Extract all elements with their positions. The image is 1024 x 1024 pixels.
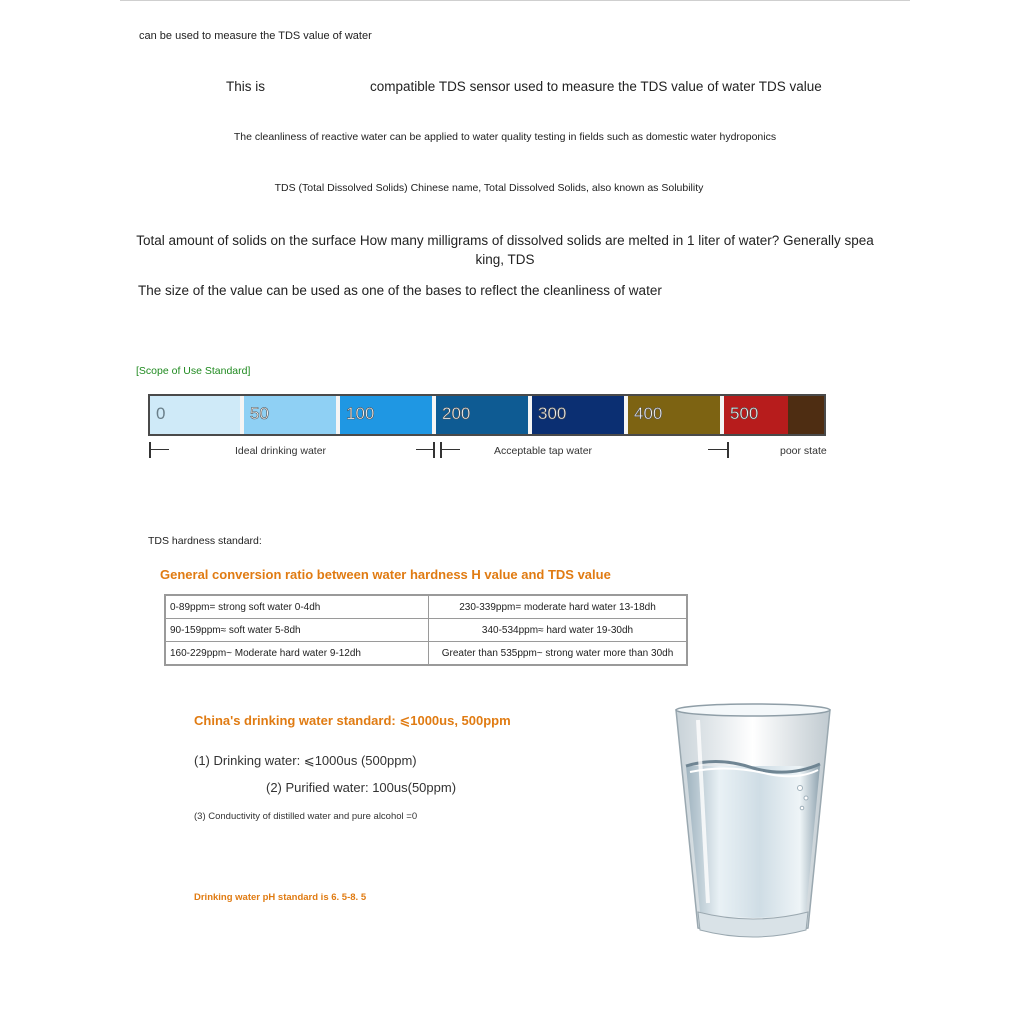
bracket-tick bbox=[433, 442, 435, 458]
table-row bbox=[165, 619, 687, 642]
scale-segment bbox=[628, 396, 724, 434]
bracket-line bbox=[416, 449, 434, 450]
bracket-tick bbox=[727, 442, 729, 458]
scale-segment bbox=[244, 396, 340, 434]
intro-line-6: The size of the value can be used as one of the bases to reflect the cleanliness of water bbox=[138, 283, 662, 298]
ph-standard: Drinking water pH standard is 6. 5-8. 5 bbox=[194, 892, 367, 903]
scale-segment-label: 0 bbox=[156, 404, 166, 423]
bracket-line bbox=[440, 449, 460, 450]
scale-segment bbox=[150, 396, 244, 434]
hardness-table bbox=[164, 594, 688, 666]
table-row bbox=[165, 642, 687, 666]
intro-line-4: TDS (Total Dissolved Solids) Chinese name, Total Dissolved Solids, also known as Solubility bbox=[274, 182, 704, 194]
intro-line-5: Total amount of solids on the surface How many milligrams of dissolved solids are melted in 1 liter of water? Generally spea king, TDS bbox=[136, 233, 874, 267]
scale-segment bbox=[788, 396, 824, 434]
scale-segment-label: 50 bbox=[250, 404, 269, 423]
intro-line-1: can be used to measure the TDS value of water bbox=[139, 30, 372, 42]
bracket-line bbox=[708, 449, 728, 450]
ideal-range-label: Ideal drinking water bbox=[235, 445, 327, 457]
intro-line-3: The cleanliness of reactive water can be applied to water quality testing in fields such as domestic water hydroponics bbox=[233, 131, 777, 143]
acceptable-range-label: Acceptable tap water bbox=[494, 445, 593, 457]
scale-segment bbox=[340, 396, 436, 434]
ratio-title: General conversion ratio between water hardness H value and TDS value bbox=[160, 567, 611, 582]
poor-range-label: poor state bbox=[780, 445, 827, 457]
table-cell: 90-159ppm≈ soft water 5-8dh bbox=[165, 619, 429, 642]
scale-segment-label: 300 bbox=[538, 404, 567, 423]
drinking-water-item: (1) Drinking water: ⩽1000us (500ppm) bbox=[194, 753, 417, 768]
intro-line-2: This is compatible TDS sensor used to measure the TDS value of water TDS value bbox=[226, 79, 822, 94]
conductivity-item: (3) Conductivity of distilled water and pure alcohol =0 bbox=[194, 811, 418, 822]
table-cell: 340-534ppm≈ hard water 19-30dh bbox=[429, 619, 688, 642]
bracket-line bbox=[149, 449, 169, 450]
table-cell: 230-339ppm= moderate hard water 13-18dh bbox=[429, 595, 688, 619]
bracket-tick bbox=[440, 442, 442, 458]
table-row bbox=[165, 595, 687, 619]
table-cell: 0-89ppm= strong soft water 0-4dh bbox=[165, 595, 429, 619]
water-glass-image bbox=[668, 698, 838, 948]
scale-segment-label: 400 bbox=[634, 404, 663, 423]
scale-segment bbox=[436, 396, 532, 434]
hardness-title: TDS hardness standard: bbox=[148, 535, 262, 547]
bracket-tick bbox=[149, 442, 151, 458]
purified-water-item: (2) Purified water: 100us(50ppm) bbox=[266, 780, 457, 795]
tds-scale-bar bbox=[148, 394, 826, 436]
scale-segment-label: 100 bbox=[346, 404, 375, 423]
scale-segment bbox=[724, 396, 788, 434]
top-divider bbox=[120, 0, 910, 1]
scale-segment bbox=[532, 396, 628, 434]
table-cell: 160-229ppm~ Moderate hard water 9-12dh bbox=[165, 642, 429, 666]
scale-segment-label: 200 bbox=[442, 404, 471, 423]
scope-title: [Scope of Use Standard] bbox=[136, 365, 251, 377]
scale-segment-label: 500 bbox=[730, 404, 759, 423]
china-standard-title: China's drinking water standard: ⩽1000us, 500ppm bbox=[194, 713, 511, 728]
table-cell: Greater than 535ppm~ strong water more than 30dh bbox=[429, 642, 688, 666]
